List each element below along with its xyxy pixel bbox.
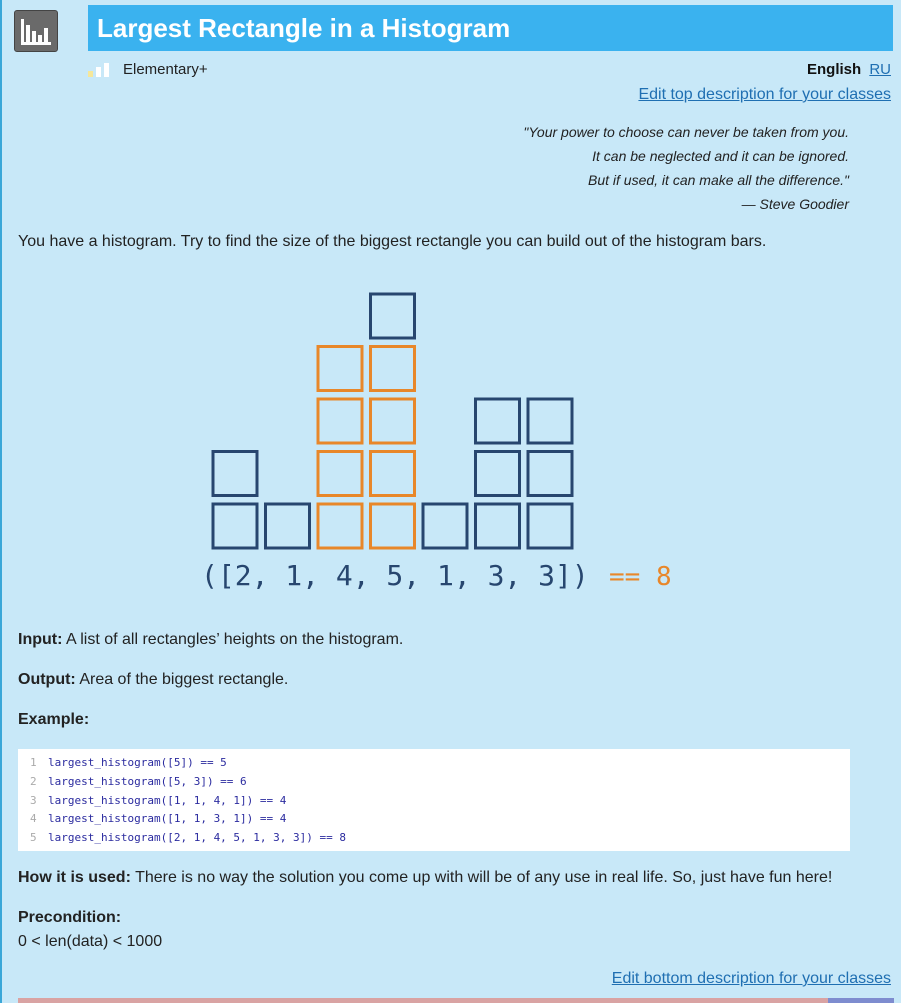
histogram-cell [371, 294, 415, 338]
code-text: largest_histogram([2, 1, 4, 5, 1, 3, 3]) == 8 [48, 831, 347, 845]
line-number: 2 [30, 774, 37, 788]
code-example[interactable] [18, 749, 850, 851]
language-current: English [806, 61, 862, 78]
code-text: largest_histogram([5, 3]) == 6 [48, 774, 247, 788]
example-section [18, 711, 89, 729]
output-section [18, 671, 288, 689]
code-text: largest_histogram([5]) == 5 [48, 756, 227, 769]
edit-top-description-link[interactable]: Edit top description for your classes [638, 86, 891, 103]
histogram-cell-highlighted [371, 399, 415, 443]
histogram-cell [476, 452, 520, 496]
language-switcher [807, 61, 891, 78]
difficulty-bars-icon [88, 63, 110, 77]
difficulty-level [88, 61, 208, 78]
histogram-logo-icon [15, 11, 57, 51]
histogram-cell [213, 504, 257, 548]
quote-line: But if used, it can make all the difference." [588, 172, 849, 188]
histogram-cell [266, 504, 310, 548]
code-text: largest_histogram([1, 1, 3, 1]) == 4 [48, 812, 287, 826]
histogram-cell-highlighted [318, 399, 362, 443]
precondition-label: Precondition: [18, 909, 122, 926]
output-text: Area of the biggest rectangle. [79, 671, 289, 688]
input-section [18, 631, 403, 649]
histogram-cell-highlighted [318, 452, 362, 496]
example-label: Example: [18, 711, 90, 728]
code-line [30, 810, 850, 829]
line-number: 4 [30, 812, 37, 826]
checkio-logo[interactable] [14, 10, 58, 52]
bottom-divider [18, 998, 894, 1003]
bottom-divider-end [828, 998, 894, 1003]
precondition-text: 0 < len(data) < 1000 [18, 933, 163, 950]
language-ru-link[interactable]: RU [869, 61, 891, 78]
input-text: A list of all rectangles’ heights on the histogram. [65, 631, 404, 648]
code-line [30, 773, 850, 792]
how-used-section [18, 869, 832, 887]
histogram-illustration [2, 280, 901, 600]
quote-line: It can be neglected and it can be ignored. [592, 148, 849, 164]
code-line [30, 792, 850, 811]
difficulty-label: Elementary+ [123, 61, 208, 78]
how-used-text: There is no way the solution you come up with will be of any use in real life. So, just have fun here! [135, 869, 833, 886]
histogram-cell-highlighted [371, 452, 415, 496]
histogram-cell [423, 504, 467, 548]
how-used-label: How it is used: [18, 869, 131, 886]
page-title: Largest Rectangle in a Histogram [97, 13, 511, 43]
input-label: Input: [18, 631, 63, 648]
quote-block [523, 120, 849, 216]
code-line [30, 754, 850, 773]
quote-line: "Your power to choose can never be taken from you. [523, 124, 849, 140]
histogram-cell [528, 504, 572, 548]
histogram-cell-highlighted [371, 347, 415, 391]
edit-bottom-description-link[interactable]: Edit bottom description for your classes [611, 970, 891, 987]
line-number: 5 [30, 831, 37, 845]
title-bar [88, 5, 893, 51]
histogram-cell-highlighted [318, 347, 362, 391]
task-description: You have a histogram. Try to find the size of the biggest rectangle you can build out of the histogram bars. [18, 233, 767, 250]
histogram-cell [528, 452, 572, 496]
line-number: 1 [30, 756, 37, 769]
precondition-section [18, 909, 121, 927]
code-text: largest_histogram([1, 1, 4, 1]) == 4 [48, 793, 287, 807]
histogram-cell [528, 399, 572, 443]
histogram-formula: ([2, 1, 4, 5, 1, 3, 3]) [201, 559, 589, 592]
histogram-result: == 8 [609, 562, 672, 592]
quote-author: — Steve Goodier [741, 196, 849, 212]
histogram-cell [213, 452, 257, 496]
code-line [30, 829, 850, 848]
histogram-cell-highlighted [318, 504, 362, 548]
histogram-cell [476, 504, 520, 548]
histogram-cell [476, 399, 520, 443]
output-label: Output: [18, 671, 76, 688]
histogram-cell-highlighted [371, 504, 415, 548]
line-number: 3 [30, 793, 37, 807]
